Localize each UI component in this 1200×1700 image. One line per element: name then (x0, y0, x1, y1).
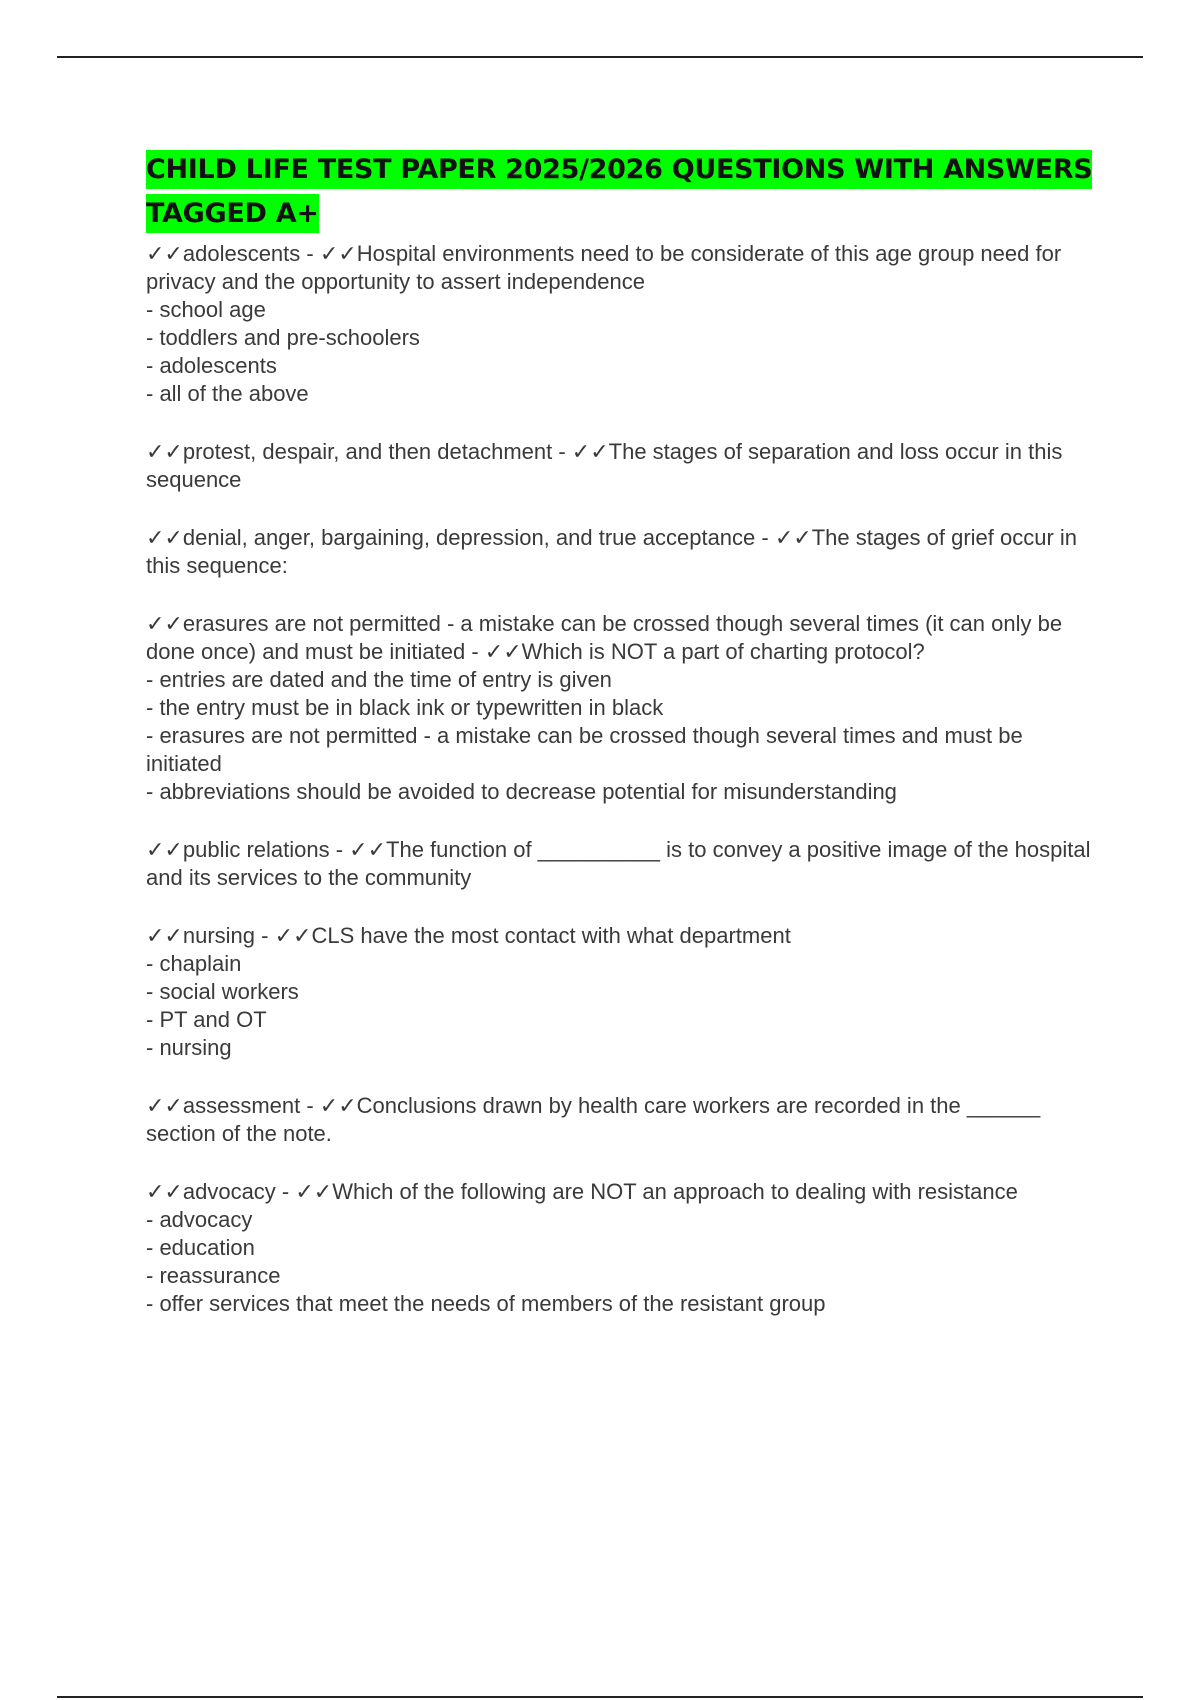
qa-option: - nursing (146, 1035, 232, 1060)
document-title (146, 148, 1096, 236)
qa-item (146, 1178, 1096, 1318)
top-rule (57, 56, 1143, 58)
qa-option: - school age (146, 297, 266, 322)
qa-option: - entries are dated and the time of entry is given (146, 667, 612, 692)
qa-option: - the entry must be in black ink or typewritten in black (146, 695, 664, 720)
qa-question-answer: ✓✓nursing - ✓✓CLS have the most contact with what department (146, 923, 791, 948)
qa-item (146, 524, 1096, 580)
qa-option: - offer services that meet the needs of members of the resistant group (146, 1291, 826, 1316)
qa-option: - adolescents (146, 353, 277, 378)
qa-option: - all of the above (146, 381, 309, 406)
qa-item (146, 922, 1096, 1062)
qa-option: - reassurance (146, 1263, 281, 1288)
qa-item (146, 240, 1096, 408)
qa-option: - erasures are not permitted - a mistake can be crossed though several times and must be initiated (146, 723, 1023, 776)
qa-item (146, 610, 1096, 806)
qa-option: - chaplain (146, 951, 242, 976)
qa-item (146, 1092, 1096, 1148)
qa-list (146, 240, 1096, 1318)
qa-option: - social workers (146, 979, 299, 1004)
document-body (146, 148, 1096, 1348)
qa-question-answer: ✓✓denial, anger, bargaining, depression, and true acceptance - ✓✓The stages of grief occur in this sequence: (146, 525, 1078, 578)
qa-item (146, 438, 1096, 494)
qa-option: - PT and OT (146, 1007, 267, 1032)
qa-option: - abbreviations should be avoided to decrease potential for misunderstanding (146, 779, 897, 804)
bottom-rule (57, 1696, 1143, 1698)
qa-question-answer: ✓✓advocacy - ✓✓Which of the following are NOT an approach to dealing with resistance (146, 1179, 1018, 1204)
qa-question-answer: ✓✓adolescents - ✓✓Hospital environments need to be considerate of this age group need for privacy and the opportunity to assert independence (146, 241, 1062, 294)
qa-option: - education (146, 1235, 255, 1260)
qa-question-answer: ✓✓erasures are not permitted - a mistake can be crossed though several times (it can only be done once) and must be initiated - ✓✓Which is NOT a part of charting protocol? (146, 611, 1063, 664)
qa-option: - toddlers and pre-schoolers (146, 325, 420, 350)
title-highlight: CHILD LIFE TEST PAPER 2025/2026 QUESTIONS WITH ANSWERS TAGGED A+ (146, 150, 1092, 233)
qa-option: - advocacy (146, 1207, 253, 1232)
qa-item (146, 836, 1096, 892)
qa-question-answer: ✓✓assessment - ✓✓Conclusions drawn by health care workers are recorded in the ______ section of the note. (146, 1093, 1041, 1146)
qa-question-answer: ✓✓protest, despair, and then detachment - ✓✓The stages of separation and loss occur in this sequence (146, 439, 1063, 492)
qa-question-answer: ✓✓public relations - ✓✓The function of __________ is to convey a positive image of the hospital and its services to the community (146, 837, 1091, 890)
